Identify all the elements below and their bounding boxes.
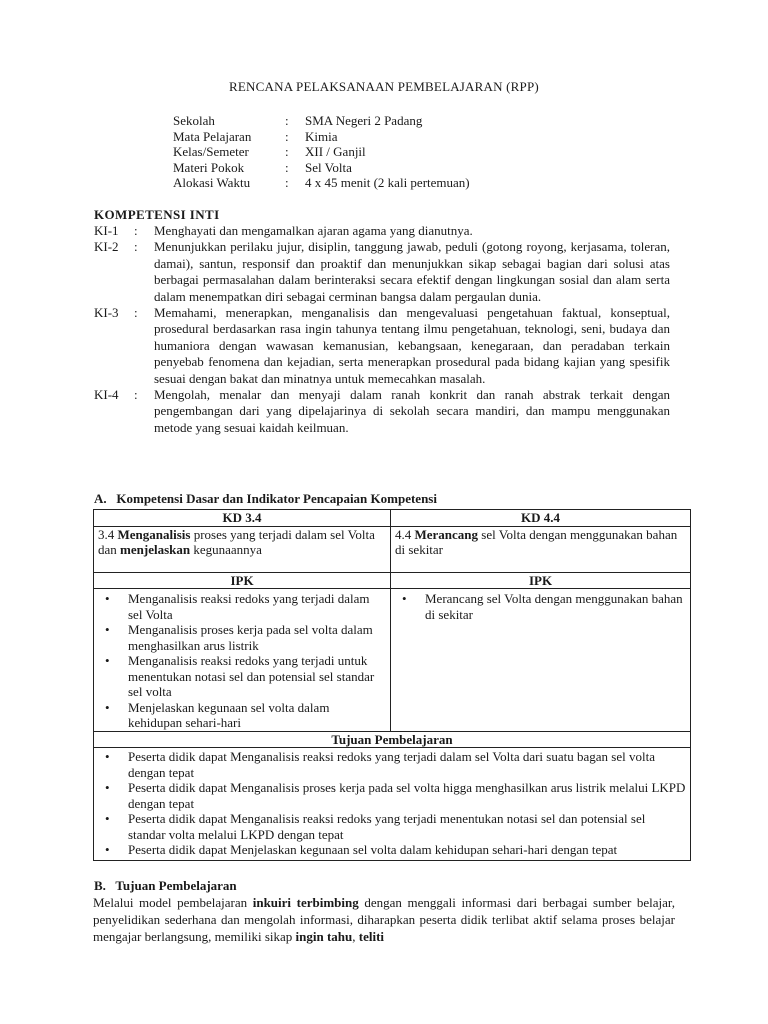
- ki-item: [94, 223, 670, 239]
- ki-item: [94, 239, 670, 305]
- identity-value: SMA Negeri 2 Padang: [305, 113, 423, 128]
- paragraph-bold: teliti: [358, 929, 385, 944]
- kd-text: kegunaannya: [190, 542, 262, 557]
- kd-verb: Merancang: [414, 526, 479, 542]
- identity-block: [173, 113, 470, 191]
- list-item: • Peserta didik dapat Menganalisis reaksi redoks yang terjadi menentukan notasi sel dan potensial sel standar volta melalui LKPD dengan tepat: [98, 811, 686, 842]
- identity-row-kelas: [173, 144, 470, 160]
- ki-code: KI-1: [94, 223, 119, 238]
- list-item: • Peserta didik dapat Menganalisis reaksi redoks yang terjadi dalam sel Volta dari suatu bagan sel volta dengan tepat: [98, 749, 686, 780]
- identity-colon: :: [285, 175, 289, 190]
- ki-text: Menghayati dan mengamalkan ajaran agama yang dianutnya.: [154, 223, 473, 238]
- list-item: • Menjelaskan kegunaan sel volta dalam kehidupan sehari-hari: [98, 700, 386, 731]
- kd-verb: menjelaskan: [120, 542, 191, 557]
- identity-colon: :: [285, 159, 289, 175]
- identity-row-materi: [173, 160, 470, 176]
- kd-left-cell: [94, 526, 391, 572]
- identity-colon: :: [285, 113, 289, 128]
- kd-right-header: KD 4.4: [391, 510, 691, 527]
- section-a-heading: A. Kompetensi Dasar dan Indikator Pencapaian Kompetensi: [94, 491, 437, 506]
- kd-num: 4.4: [395, 526, 415, 542]
- identity-key: Kelas/Semeter: [173, 144, 249, 159]
- ki-item: [94, 387, 670, 436]
- kd-table: [93, 509, 691, 861]
- ki-list: [94, 223, 670, 436]
- ki-code: KI-4: [94, 387, 119, 403]
- identity-row-alokasi: [173, 175, 470, 191]
- ki-code: KI-3: [94, 305, 119, 321]
- ki-item: [94, 305, 670, 387]
- paragraph-text: ,: [352, 929, 359, 944]
- kd-text: proses yang terjadi dalam sel Volta dan: [98, 526, 375, 557]
- identity-key: Sekolah: [173, 113, 215, 128]
- tujuan-paragraph: [93, 894, 675, 945]
- tujuan-cell: [94, 748, 691, 861]
- identity-key: Materi Pokok: [173, 159, 245, 175]
- list-item: • Peserta didik dapat Menjelaskan kegunaan sel volta dalam kehidupan sehari-hari dengan tepat: [98, 842, 686, 858]
- ki-code: KI-2: [94, 239, 119, 255]
- identity-key: Mata Pelajaran: [173, 128, 252, 144]
- paragraph-text: Melalui model pembelajaran: [93, 895, 253, 910]
- kd-left-header: KD 3.4: [94, 510, 391, 527]
- ki-text: Memahami, menerapkan, menganalisis dan mengevaluasi pengetahuan faktual, konseptual, prosedural berdasarkan rasa ingin tahunya tentang ilmu pengetahuan, teknologi, seni, budaya dan humaniora dengan wawasan kemanusian, kebangsaan, kenegaraan, dan peradaban terkain penyebab fenomena dan kejadian, serta menerapkan prosedural pada bidang kajian yang spesifik sesuai dengan bakat dan minatnya untuk memecahkan masalah.: [154, 305, 670, 386]
- identity-colon: :: [285, 144, 289, 159]
- tujuan-header: Tujuan Pembelajaran: [94, 731, 691, 748]
- document-title: RENCANA PELAKSANAAN PEMBELAJARAN (RPP): [229, 79, 539, 94]
- identity-value: 4 x 45 menit (2 kali pertemuan): [305, 175, 470, 190]
- paragraph-bold: inkuiri terbimbing: [252, 895, 359, 910]
- list-item: • Menganalisis reaksi redoks yang terjadi untuk menentukan notasi sel dan potensial sel standar sel volta: [98, 653, 386, 700]
- ki-heading: KOMPETENSI INTI: [94, 207, 220, 222]
- list-item: • Menganalisis proses kerja pada sel volta dalam menghasilkan arus listrik: [98, 622, 386, 653]
- ki-colon: :: [134, 305, 138, 321]
- ki-colon: :: [134, 387, 138, 403]
- identity-row-mapel: [173, 129, 470, 145]
- ki-text: Mengolah, menalar dan menyaji dalam ranah konkrit dan ranah abstrak terkait dengan pengembangan dari yang dipelajarinya di sekolah secara mandiri, dan mampu menggunakan metode yang sesuai kaidah keilmuan.: [154, 387, 670, 435]
- paragraph-text: dengan menggali informasi dari berbagai sumber belajar, penyelidikan sederhana dan mengolah informasi, diharapkan peserta didik terlibat aktif selama proses belajar mengajar berlangsung, memiliki sikap: [93, 895, 675, 944]
- identity-value: XII / Ganjil: [305, 144, 366, 159]
- kd-right-cell: [391, 526, 691, 572]
- kd-text: sel Volta dengan menggunakan bahan di sekitar: [395, 526, 678, 557]
- ipk-left-header: IPK: [94, 572, 391, 589]
- identity-value: Kimia: [305, 128, 338, 144]
- ipk-right-cell: [391, 589, 691, 732]
- identity-key: Alokasi Waktu: [173, 175, 251, 190]
- ki-colon: :: [134, 239, 138, 255]
- list-item: • Menganalisis reaksi redoks yang terjadi dalam sel Volta: [98, 591, 386, 622]
- ki-colon: :: [134, 223, 138, 238]
- ipk-right-header: IPK: [391, 572, 691, 589]
- paragraph-bold: ingin tahu: [295, 929, 353, 944]
- section-b-heading: B. Tujuan Pembelajaran: [94, 878, 237, 893]
- ipk-left-cell: [94, 589, 391, 732]
- kd-num: 3.4: [98, 526, 118, 542]
- identity-colon: :: [285, 128, 289, 144]
- ki-text: Menunjukkan perilaku jujur, disiplin, tanggung jawab, peduli (gotong royong, kerjasama, toleran, damai), santun, responsif dan proaktif dan menunjukkan sikap sebagai bagian dari solusi atas berbagai permasalahan dalam berinteraksi secara efektif dengan lingkungan sosial dan alam serta dalam menempatkan diri sebagai cerminan bangsa dalam pergaulan dunia.: [154, 239, 670, 304]
- list-item: • Peserta didik dapat Menganalisis proses kerja pada sel volta higga menghasilkan arus listrik melalui LKPD dengan tepat: [98, 780, 686, 811]
- identity-value: Sel Volta: [305, 159, 352, 175]
- kd-verb: Menganalisis: [117, 526, 191, 542]
- list-item: • Merancang sel Volta dengan menggunakan bahan di sekitar: [395, 591, 686, 622]
- identity-row-sekolah: [173, 113, 470, 129]
